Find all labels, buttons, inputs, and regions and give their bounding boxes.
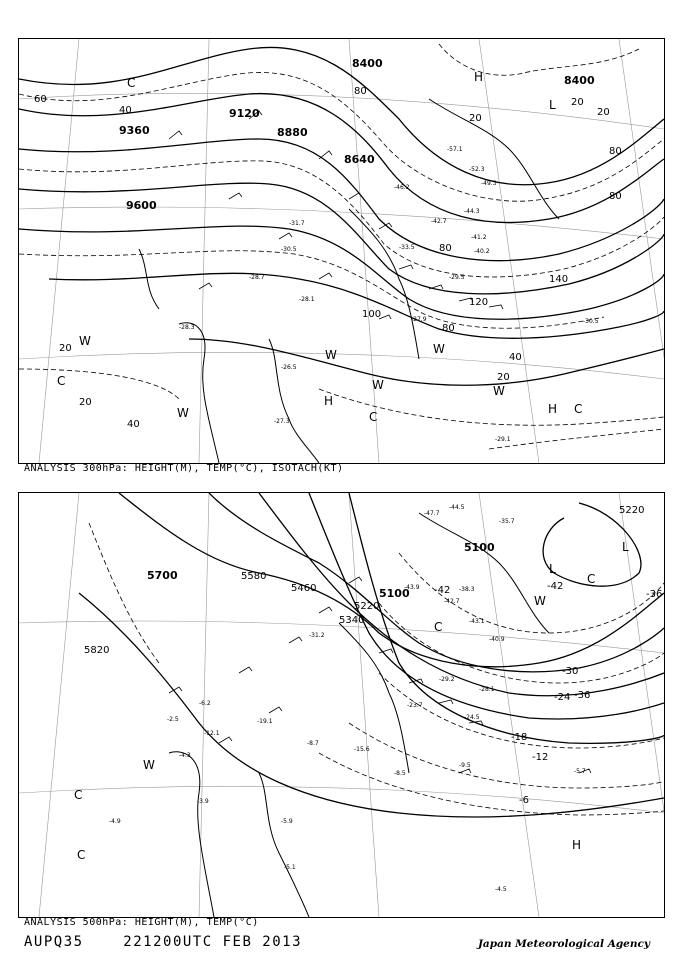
isotach-label: 20 [469, 113, 482, 124]
chart-500hpa-panel [18, 492, 665, 918]
system-symbol: L [622, 540, 629, 554]
system-symbol: C [574, 402, 583, 416]
isotach-label: 140 [549, 274, 569, 285]
height-label: 5220 [354, 601, 380, 612]
temp-label: -30.5 [281, 246, 297, 253]
temp-label: -30.5 [583, 318, 599, 325]
system-symbol: W [79, 334, 91, 348]
temperature-labels-300 [179, 146, 599, 443]
system-symbol: W [372, 378, 384, 392]
height-label: 8400 [352, 57, 383, 70]
isotach-label: 60 [34, 94, 47, 105]
isotach-label: 40 [509, 352, 522, 363]
station-value: -5.7 [574, 768, 586, 775]
station-value: -4.9 [109, 818, 121, 825]
isotherm-label: -42 [547, 581, 564, 592]
temp-label: -46.2 [394, 184, 410, 191]
station-value: -4.5 [495, 886, 507, 893]
isotherm-label: -6 [519, 795, 529, 806]
station-value: -43.9 [404, 584, 420, 591]
station-value: -9.5 [459, 762, 471, 769]
height-label: 5220 [619, 505, 645, 516]
station-value: -44.5 [449, 504, 465, 511]
height-label: 9600 [126, 199, 157, 212]
isotach-label: 20 [79, 397, 92, 408]
isotherm-label: -30 [562, 666, 579, 677]
system-symbol: H [324, 394, 334, 408]
height-label: 9120 [229, 107, 260, 120]
station-value: -29.2 [439, 676, 455, 683]
station-value: -40.9 [489, 636, 505, 643]
isotherm-labels-500 [434, 581, 662, 806]
temp-label: -27.9 [411, 316, 427, 323]
station-value: -12.1 [204, 730, 220, 737]
height-label: 8880 [277, 126, 308, 139]
station-value: -5.1 [284, 864, 296, 871]
station-value: -24.5 [464, 714, 480, 721]
system-symbol: C [434, 620, 443, 634]
temp-label: -28.7 [249, 274, 265, 281]
system-symbol: W [325, 348, 337, 362]
station-value: -38.3 [459, 586, 475, 593]
isotherm-label: -24 [554, 692, 571, 703]
temp-label: -52.3 [469, 166, 485, 173]
station-value: -3.9 [197, 798, 209, 805]
temp-label: -44.3 [464, 208, 480, 215]
chart-500hpa-map [19, 493, 664, 917]
station-value: -15.6 [354, 746, 370, 753]
system-symbol: L [549, 98, 556, 112]
temp-label: -41.2 [471, 234, 487, 241]
grid-500 [19, 493, 664, 917]
station-value: -8.5 [394, 770, 406, 777]
agency-name: Japan Meteorological Agency [477, 938, 650, 950]
isotach-label: 20 [497, 372, 510, 383]
system-symbol: W [493, 384, 505, 398]
height-label: 5340 [339, 615, 365, 626]
chart-300hpa-panel [18, 38, 665, 464]
isotherm-label: -18 [511, 732, 528, 743]
station-value: -5.9 [281, 818, 293, 825]
temp-label: -29.1 [495, 436, 511, 443]
isotach-label: 80 [439, 243, 452, 254]
system-symbol: H [548, 402, 558, 416]
height-label: 5460 [291, 583, 317, 594]
temp-label: -40.2 [474, 248, 490, 255]
height-label: 8640 [344, 153, 375, 166]
isotach-label: 120 [469, 297, 489, 308]
station-value: -31.2 [309, 632, 325, 639]
system-symbol: W [177, 406, 189, 420]
temp-label: -31.7 [289, 220, 305, 227]
station-value: -28.1 [479, 686, 495, 693]
temp-label: -27.3 [274, 418, 290, 425]
isotach-label: 20 [571, 97, 584, 108]
height-label: 5100 [464, 541, 495, 554]
temp-label: -26.5 [281, 364, 297, 371]
height-label: 5100 [379, 587, 410, 600]
system-symbol: W [143, 758, 155, 772]
product-id [24, 934, 302, 950]
isotach-label: 80 [442, 323, 455, 334]
station-value: -47.7 [424, 510, 440, 517]
grid-300 [19, 39, 664, 463]
station-value: -19.1 [257, 718, 273, 725]
product-code: AUPQ35 [24, 934, 84, 950]
station-value: -23.7 [407, 702, 423, 709]
temp-label: -29.5 [449, 274, 465, 281]
station-value: -35.7 [499, 518, 515, 525]
isotherm-label: -12 [532, 752, 549, 763]
isotach-label: 80 [609, 191, 622, 202]
system-symbol: L [549, 562, 556, 576]
isotach-label: 40 [127, 419, 140, 430]
isotherm-label: -42 [434, 585, 451, 596]
isotach-label: 20 [597, 107, 610, 118]
system-symbol: C [77, 848, 86, 862]
system-symbol: C [369, 410, 378, 424]
station-value: -6.2 [199, 700, 211, 707]
height-label: 5700 [147, 569, 178, 582]
station-value: -42.7 [444, 598, 460, 605]
system-symbol: C [74, 788, 83, 802]
system-symbol: H [572, 838, 582, 852]
height-label: 8400 [564, 74, 595, 87]
isotach-label: 80 [609, 146, 622, 157]
chart-300hpa-map [19, 39, 664, 463]
temp-label: -33.5 [399, 244, 415, 251]
chart-300hpa-caption: ANALYSIS 300hPa: HEIGHT(M), TEMP(°C), ISOTACH(KT) [24, 463, 344, 474]
temp-label: -49.3 [481, 180, 497, 187]
station-value: -8.7 [307, 740, 319, 747]
system-symbol: C [587, 572, 596, 586]
system-symbol: W [433, 342, 445, 356]
system-symbol: H [474, 70, 484, 84]
height-label: 9360 [119, 124, 150, 137]
chart-500hpa-caption: ANALYSIS 500hPa: HEIGHT(M), TEMP(°C) [24, 917, 259, 928]
height-label: 5820 [84, 645, 110, 656]
isotherm-label: -36 [574, 690, 591, 701]
coastlines-500 [169, 513, 549, 917]
station-value: -2.5 [167, 716, 179, 723]
system-symbol: W [534, 594, 546, 608]
dashed-contours-300 [19, 44, 664, 449]
temp-label: -57.1 [447, 146, 463, 153]
isotach-label: 20 [59, 343, 72, 354]
height-label: 5580 [241, 571, 267, 582]
isotach-label: 80 [354, 86, 367, 97]
temp-label: -42.7 [431, 218, 447, 225]
valid-time: 221200UTC FEB 2013 [123, 934, 303, 950]
isotach-label: 100 [362, 309, 382, 320]
station-value: -43.1 [469, 618, 485, 625]
temp-label: -28.1 [299, 296, 315, 303]
system-symbol: C [57, 374, 66, 388]
isotherm-label: -36 [646, 589, 663, 600]
temp-label: -28.3 [179, 324, 195, 331]
system-symbol: C [127, 76, 136, 90]
station-value: -4.3 [179, 752, 191, 759]
isotach-label: 40 [119, 105, 132, 116]
